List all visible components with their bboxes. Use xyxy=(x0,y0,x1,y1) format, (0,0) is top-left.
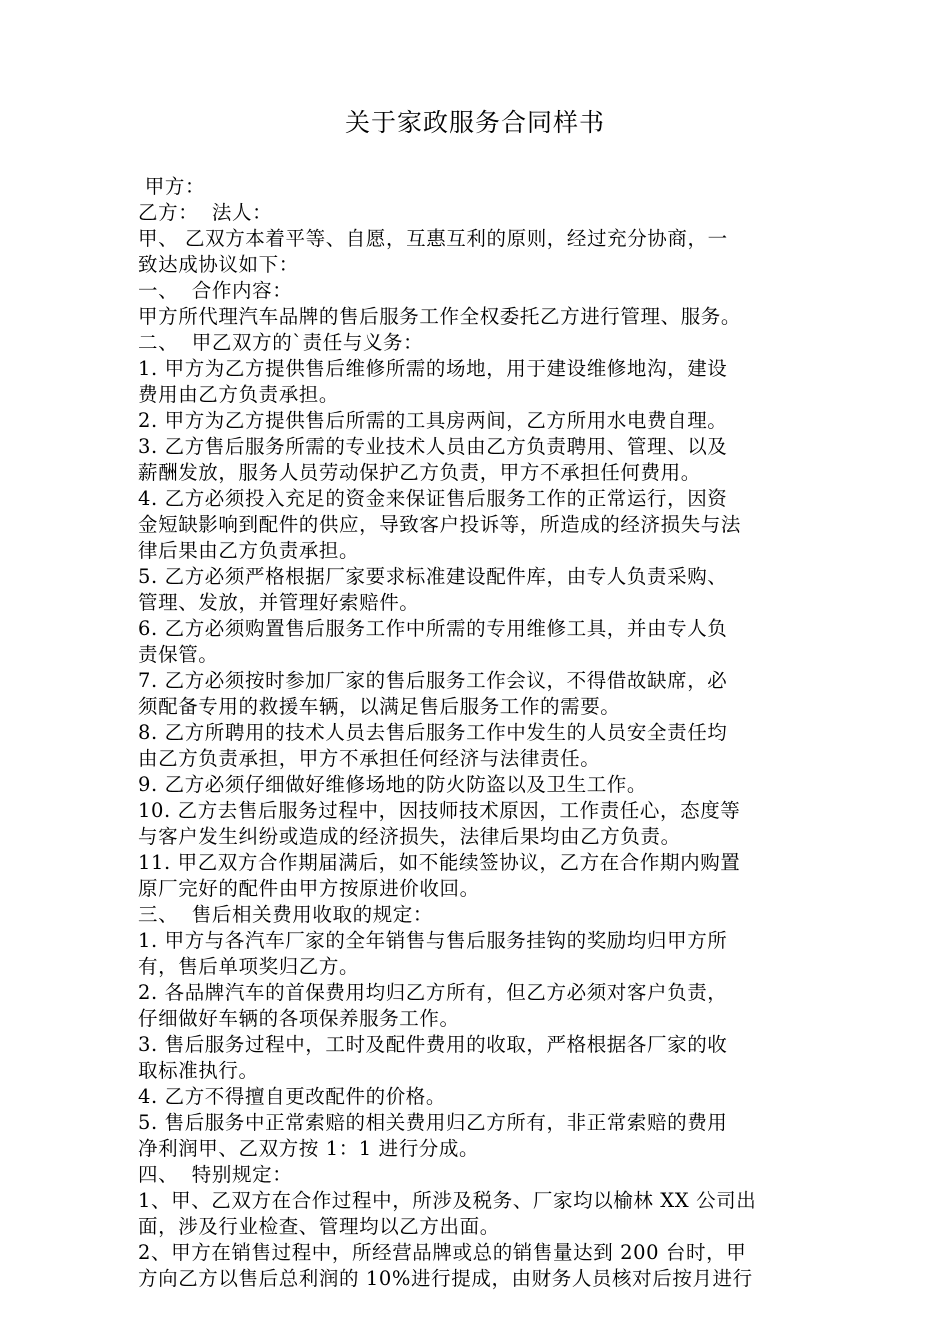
party-a-line: 甲方： xyxy=(138,175,206,198)
clause-line: 4. 乙方不得擅自更改配件的价格。 xyxy=(138,1085,447,1108)
party-b-line: 乙方： 法人： xyxy=(138,201,273,224)
clause-line: 6. 乙方必须购置售后服务工作中所需的专用维修工具，并由专人负 xyxy=(138,617,728,640)
clause-line: 8. 乙方所聘用的技术人员去售后服务工作中发生的人员安全责任均 xyxy=(138,721,728,744)
document-body xyxy=(138,174,818,1292)
preamble-line: 致达成协议如下： xyxy=(138,253,299,276)
clause-line: 与客户发生纠纷或造成的经济损失，法律后果均由乙方负责。 xyxy=(138,825,681,848)
clause-line: 责保管。 xyxy=(138,643,219,666)
clause-line: 1. 甲方为乙方提供售后维修所需的场地，用于建设维修地沟，建设 xyxy=(138,357,728,380)
clause-line: 原厂完好的配件由甲方按原进价收回。 xyxy=(138,877,480,900)
clause-line: 3. 乙方售后服务所需的专业技术人员由乙方负责聘用、管理、以及 xyxy=(138,435,728,458)
clause-line: 10. 乙方去售后服务过程中，因技师技术原因，工作责任心，态度等 xyxy=(138,799,741,822)
paragraph-line: 甲方所代理汽车品牌的售后服务工作全权委托乙方进行管理、服务。 xyxy=(138,305,742,328)
clause-line: 11. 甲乙双方合作期届满后，如不能续签协议，乙方在合作期内购置 xyxy=(138,851,741,874)
clause-line: 薪酬发放，服务人员劳动保护乙方负责，甲方不承担任何费用。 xyxy=(138,461,701,484)
clause-line: 费用由乙方负责承担。 xyxy=(138,383,340,406)
clause-line: 1、甲、乙双方在合作过程中，所涉及税务、厂家均以榆林 XX 公司出 xyxy=(138,1189,757,1212)
document-title: 关于家政服务合同样书 xyxy=(344,108,605,137)
clause-line: 1. 甲方与各汽车厂家的全年销售与售后服务挂钩的奖励均归甲方所 xyxy=(138,929,728,952)
clause-line: 5. 乙方必须严格根据厂家要求标准建设配件库，由专人负责采购、 xyxy=(138,565,728,588)
clause-line: 须配备专用的救援车辆，以满足售后服务工作的需要。 xyxy=(138,695,621,718)
clause-line: 5. 售后服务中正常索赔的相关费用归乙方所有，非正常索赔的费用 xyxy=(138,1111,728,1134)
clause-line: 3. 售后服务过程中，工时及配件费用的收取，严格根据各厂家的收 xyxy=(138,1033,728,1056)
clause-line: 方向乙方以售后总利润的 10%进行提成，由财务人员核对后按月进行 xyxy=(138,1267,753,1290)
clause-line: 7. 乙方必须按时参加厂家的售后服务工作会议，不得借故缺席，必 xyxy=(138,669,728,692)
section-heading: 四、 特别规定： xyxy=(138,1163,293,1186)
clause-line: 2. 甲方为乙方提供售后所需的工具房两间，乙方所用水电费自理。 xyxy=(138,409,728,432)
preamble-line: 甲、 乙双方本着平等、自愿，互惠互利的原则，经过充分协商，一 xyxy=(138,227,728,250)
clause-line: 律后果由乙方负责承担。 xyxy=(138,539,360,562)
clause-line: 管理、发放，并管理好索赔件。 xyxy=(138,591,420,614)
section-heading: 三、 售后相关费用收取的规定： xyxy=(138,903,433,926)
section-heading: 二、 甲乙双方的`责任与义务： xyxy=(138,331,424,354)
clause-line: 取标准执行。 xyxy=(138,1059,259,1082)
clause-line: 净利润甲、乙双方按 1：1 进行分成。 xyxy=(138,1137,480,1160)
clause-line: 2. 各品牌汽车的首保费用均归乙方所有，但乙方必须对客户负责， xyxy=(138,981,728,1004)
clause-line: 仔细做好车辆的各项保养服务工作。 xyxy=(138,1007,460,1030)
clause-line: 有，售后单项奖归乙方。 xyxy=(138,955,360,978)
clause-line: 由乙方负责承担，甲方不承担任何经济与法律责任。 xyxy=(138,747,601,770)
clause-line: 面，涉及行业检查、管理均以乙方出面。 xyxy=(138,1215,500,1238)
clause-line: 9. 乙方必须仔细做好维修场地的防火防盗以及卫生工作。 xyxy=(138,773,648,796)
clause-line: 4. 乙方必须投入充足的资金来保证售后服务工作的正常运行，因资 xyxy=(138,487,728,510)
clause-line: 金短缺影响到配件的供应，导致客户投诉等，所造成的经济损失与法 xyxy=(138,513,742,536)
section-heading: 一、 合作内容： xyxy=(138,279,293,302)
clause-line: 2、甲方在销售过程中，所经营品牌或总的销售量达到 200 台时，甲 xyxy=(138,1241,747,1264)
